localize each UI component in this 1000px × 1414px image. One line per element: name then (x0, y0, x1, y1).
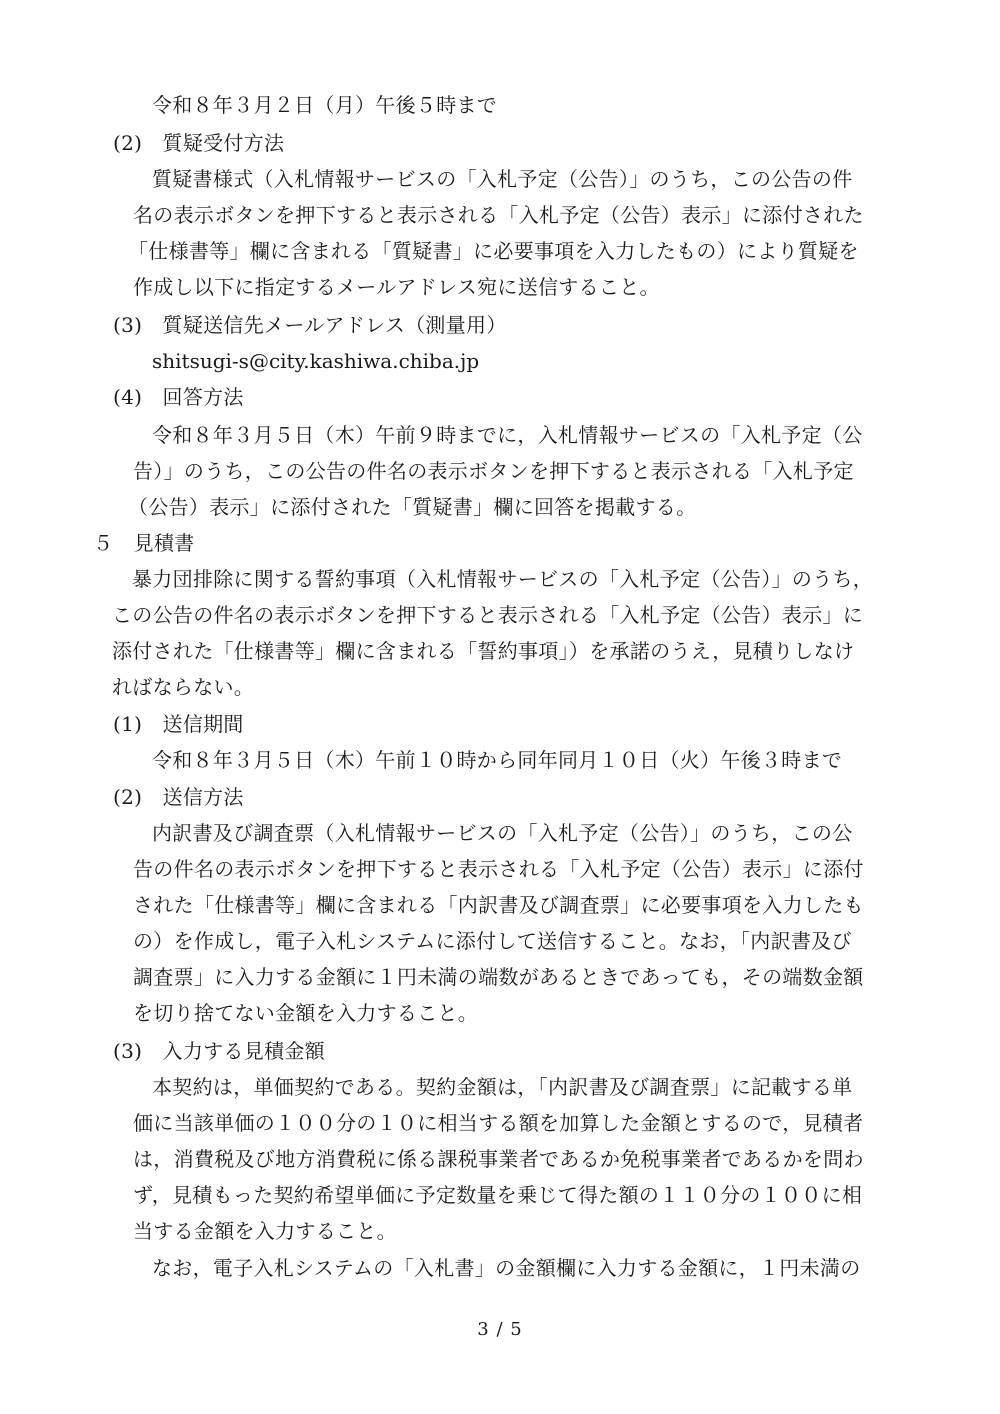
section-heading: (1) 送信期間 (113, 712, 244, 736)
text-line: 令和８年３月５日（木）午前１０時から同年同月１０日（火）午後３時まで (152, 748, 843, 772)
text-line: は，消費税及び地方消費税に係る課税事業者であるか免税事業者であるかを問わ (133, 1147, 864, 1171)
section-heading: (2) 質疑受付方法 (113, 131, 285, 155)
chapter-heading: ５ 見積書 (93, 531, 195, 555)
section-heading: (4) 回答方法 (113, 385, 244, 409)
text-line: を切り捨てない金額を入力すること。 (133, 1001, 479, 1025)
email-address: shitsugi-s@city.kashiwa.chiba.jp (152, 349, 480, 373)
text-line: 令和８年３月２日（月）午後５時まで (152, 93, 498, 117)
text-line: 暴力団排除に関する誓約事項（入札情報サービスの「入札予定（公告）」のうち， (132, 567, 874, 591)
text-line: ず，見積もった契約希望単価に予定数量を乗じて得た額の１１０分の１００に相 (133, 1183, 863, 1207)
text-line: 作成し以下に指定するメールアドレス宛に送信すること。 (133, 275, 660, 299)
text-line: 令和８年３月５日（木）午前９時までに，入札情報サービスの「入札予定（公 (152, 423, 863, 447)
section-heading: (3) 質疑送信先メールアドレス（測量用） (113, 313, 507, 337)
text-line: 調査票」に入力する金額に１円未満の端数があるときであっても，その端数金額 (133, 965, 864, 989)
text-line: （公告）表示」に添付された「質疑書」欄に回答を掲載する。 (128, 495, 697, 519)
text-line: 「仕様書等」欄に含まれる「質疑書」に必要事項を入力したもの）により質疑を (128, 239, 859, 263)
text-line: の）を作成し，電子入札システムに添付して送信すること。なお，「内訳書及び (133, 929, 852, 953)
text-line: 価に当該単価の１００分の１０に相当する額を加算した金額とするので，見積者 (133, 1111, 864, 1135)
page-number: 3 / 5 (477, 1319, 523, 1340)
text-line: 当する金額を入力すること。 (133, 1219, 397, 1243)
text-line: 名の表示ボタンを押下すると表示される「入札予定（公告）表示」に添付された (133, 203, 864, 227)
text-line: 本契約は，単価契約である。契約金額は，「内訳書及び調査票」に記載する単 (152, 1075, 853, 1099)
section-heading: (2) 送信方法 (113, 785, 244, 809)
text-line: 告）」のうち，この公告の件名の表示ボタンを押下すると表示される「入札予定 (133, 459, 854, 483)
text-line: 内訳書及び調査票（入札情報サービスの「入札予定（公告）」のうち，この公 (152, 821, 853, 845)
text-line: なお，電子入札システムの「入札書」の金額欄に入力する金額に，１円未満の (152, 1256, 861, 1280)
text-line: された「仕様書等」欄に含まれる「内訳書及び調査票」に必要事項を入力したも (133, 893, 864, 917)
section-heading: (3) 入力する見積金額 (113, 1039, 325, 1063)
text-line: 質疑書様式（入札情報サービスの「入札予定（公告）」のうち，この公告の件 (152, 167, 853, 191)
text-line: この公告の件名の表示ボタンを押下すると表示される「入札予定（公告）表示」に (112, 603, 864, 627)
text-line: ればならない。 (112, 675, 255, 699)
text-line: 告の件名の表示ボタンを押下すると表示される「入札予定（公告）表示」に添付 (133, 857, 864, 881)
text-line: 添付された「仕様書等」欄に含まれる「誓約事項」）を承諾のうえ，見積りしなけ (112, 639, 855, 663)
